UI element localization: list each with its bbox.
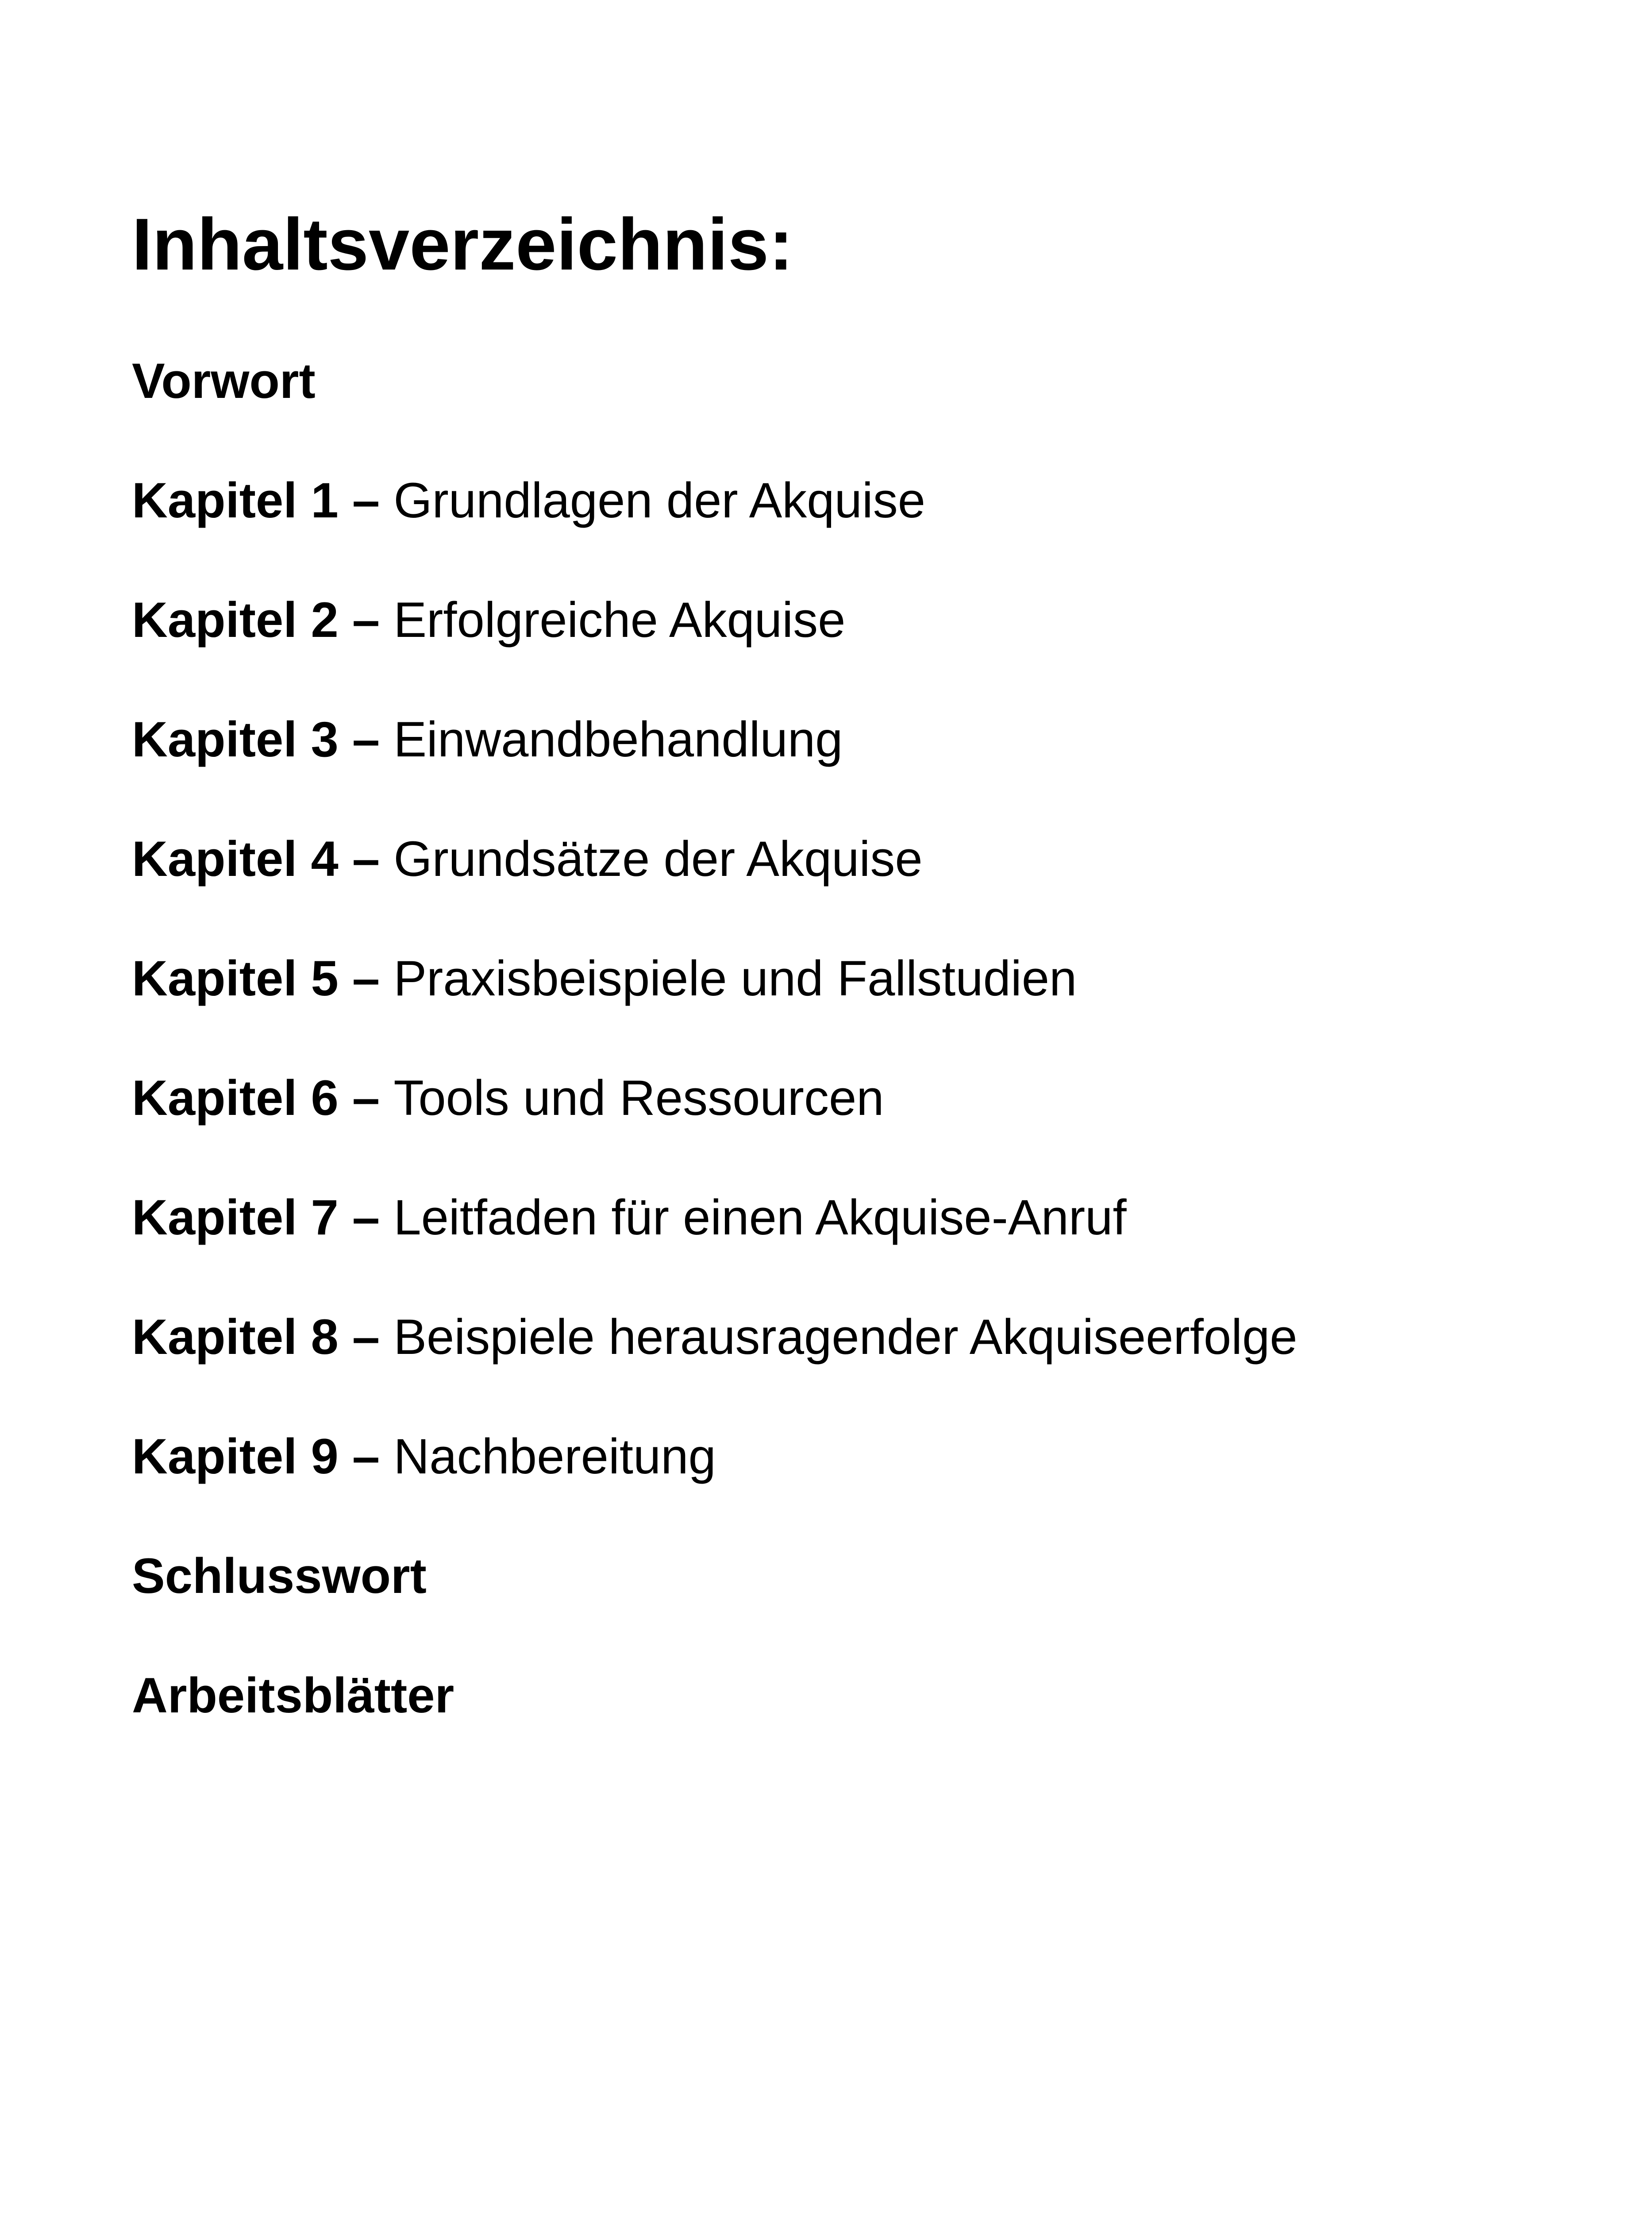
toc-entry-title: Beispiele herausragender Akquiseerfolge (393, 1309, 1298, 1365)
toc-entry-label: Kapitel 4 – (132, 831, 394, 887)
toc-entry-label: Kapitel 5 – (132, 951, 394, 1006)
toc-entry-title: Grundsätze der Akquise (393, 831, 923, 887)
toc-entry-label: Kapitel 7 – (132, 1190, 394, 1245)
toc-heading: Inhaltsverzeichnis: (132, 204, 793, 285)
toc-entry-kapitel-7[interactable] (132, 1190, 1298, 1312)
toc-entry-label: Schlusswort (132, 1548, 427, 1604)
toc-entry-label: Kapitel 1 – (132, 473, 394, 528)
toc-entry-label: Vorwort (132, 353, 316, 409)
toc-entry-label: Kapitel 6 – (132, 1070, 394, 1126)
toc-entry-title: Tools und Ressourcen (393, 1070, 884, 1126)
toc-entry-title: Grundlagen der Akquise (393, 473, 926, 528)
toc-entry-kapitel-9[interactable] (132, 1429, 1298, 1551)
toc-list (132, 353, 1298, 1790)
toc-entry-title: Nachbereitung (393, 1429, 716, 1484)
toc-entry-kapitel-8[interactable] (132, 1309, 1298, 1432)
toc-entry-kapitel-2[interactable] (132, 592, 1298, 715)
toc-entry-vorwort[interactable] (132, 353, 1298, 476)
toc-entry-arbeitsblaetter[interactable] (132, 1668, 1298, 1790)
toc-entry-kapitel-1[interactable] (132, 473, 1298, 595)
toc-entry-label: Arbeitsblätter (132, 1668, 454, 1723)
toc-entry-kapitel-4[interactable] (132, 831, 1298, 954)
toc-entry-kapitel-5[interactable] (132, 951, 1298, 1073)
toc-entry-label: Kapitel 3 – (132, 712, 394, 767)
toc-entry-schlusswort[interactable] (132, 1548, 1298, 1671)
toc-entry-title: Erfolgreiche Akquise (393, 592, 846, 648)
toc-entry-kapitel-3[interactable] (132, 712, 1298, 834)
toc-entry-kapitel-6[interactable] (132, 1070, 1298, 1193)
toc-entry-label: Kapitel 2 – (132, 592, 394, 648)
toc-entry-title: Praxisbeispiele und Fallstudien (393, 951, 1077, 1006)
toc-entry-title: Einwandbehandlung (393, 712, 843, 767)
toc-entry-label: Kapitel 8 – (132, 1309, 394, 1365)
toc-entry-label: Kapitel 9 – (132, 1429, 394, 1484)
toc-entry-title: Leitfaden für einen Akquise-Anruf (393, 1190, 1127, 1245)
